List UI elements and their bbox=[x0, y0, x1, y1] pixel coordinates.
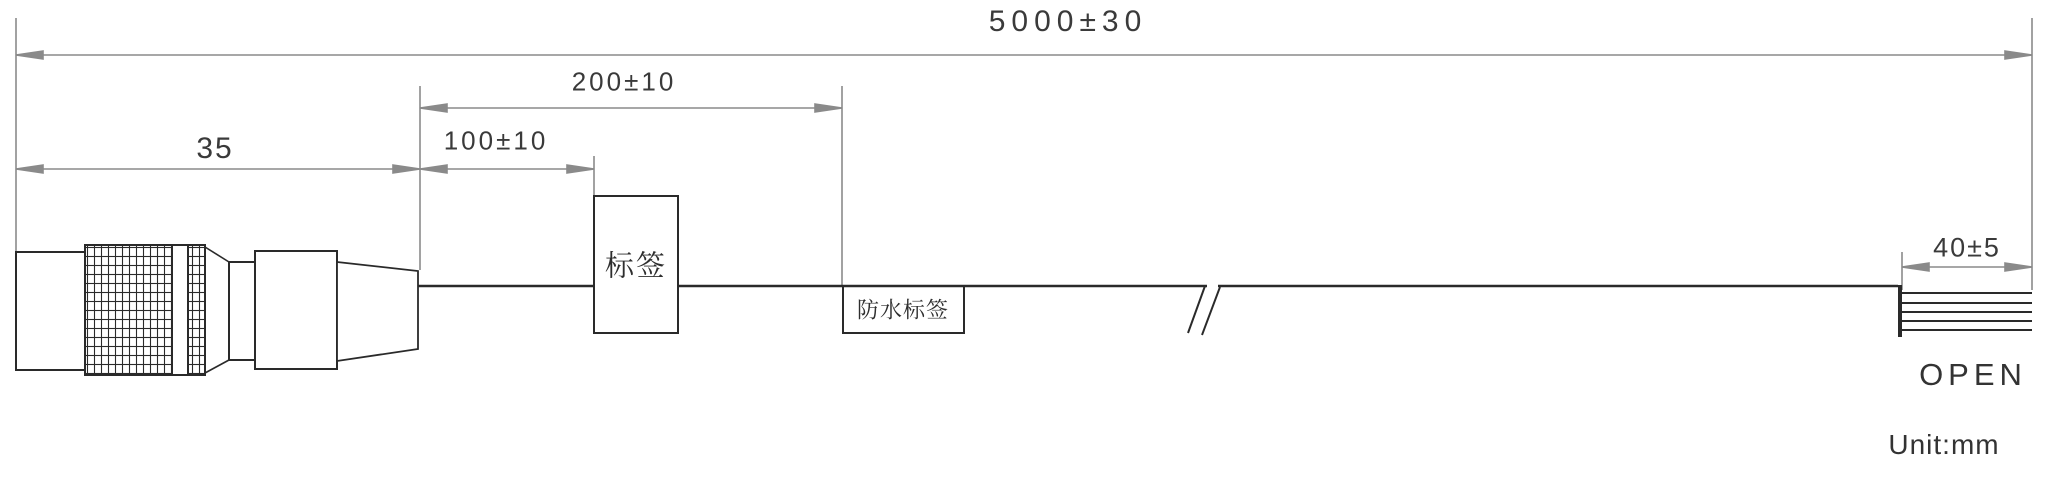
arrowhead-left-icon bbox=[16, 51, 43, 59]
connector-body bbox=[255, 251, 337, 369]
arrowhead-left-icon bbox=[16, 165, 43, 173]
dimension-overall-label: 5000±30 bbox=[988, 5, 1148, 38]
arrowhead-right-icon bbox=[2005, 51, 2032, 59]
dimension-connector-label: 35 bbox=[196, 132, 234, 165]
connector-strain-relief bbox=[337, 262, 418, 361]
connector-neck-slope-top bbox=[205, 247, 229, 262]
break-symbol bbox=[1188, 286, 1220, 335]
arrowhead-right-icon bbox=[815, 104, 842, 112]
dimension-line-overall bbox=[16, 51, 2032, 59]
label-box-text: 标签 bbox=[604, 250, 668, 283]
waterproof-label-text: 防水标签 bbox=[856, 297, 950, 323]
arrowhead-left-icon bbox=[420, 165, 447, 173]
dimension-line-waterproof-offset bbox=[420, 104, 842, 112]
extension-lines bbox=[16, 18, 2032, 290]
dimension-waterproof-offset-label: 200±10 bbox=[571, 66, 677, 97]
connector-neck bbox=[229, 262, 255, 360]
dimension-strip-label: 40±5 bbox=[1933, 232, 2001, 263]
connector-endcap bbox=[16, 252, 85, 370]
arrowhead-left-icon bbox=[1902, 263, 1929, 271]
dimension-line-strip bbox=[1902, 263, 2032, 271]
connector bbox=[16, 245, 418, 375]
wire-leads bbox=[1902, 293, 2032, 330]
arrowhead-right-icon bbox=[567, 165, 594, 173]
arrowhead-right-icon bbox=[2005, 263, 2032, 271]
dimension-lines bbox=[16, 51, 2032, 271]
dimension-line-label-offset bbox=[420, 165, 594, 173]
unit-note: Unit:mm bbox=[1888, 429, 2000, 460]
connector-neck-slope-bottom bbox=[205, 360, 229, 373]
connector-smooth-ring bbox=[172, 245, 188, 375]
cable-end-open-label: OPEN bbox=[1919, 357, 2027, 392]
arrowhead-right-icon bbox=[393, 165, 420, 173]
arrowhead-left-icon bbox=[420, 104, 447, 112]
dimension-line-connector bbox=[16, 165, 420, 173]
dimension-label-offset-label: 100±10 bbox=[443, 125, 549, 156]
